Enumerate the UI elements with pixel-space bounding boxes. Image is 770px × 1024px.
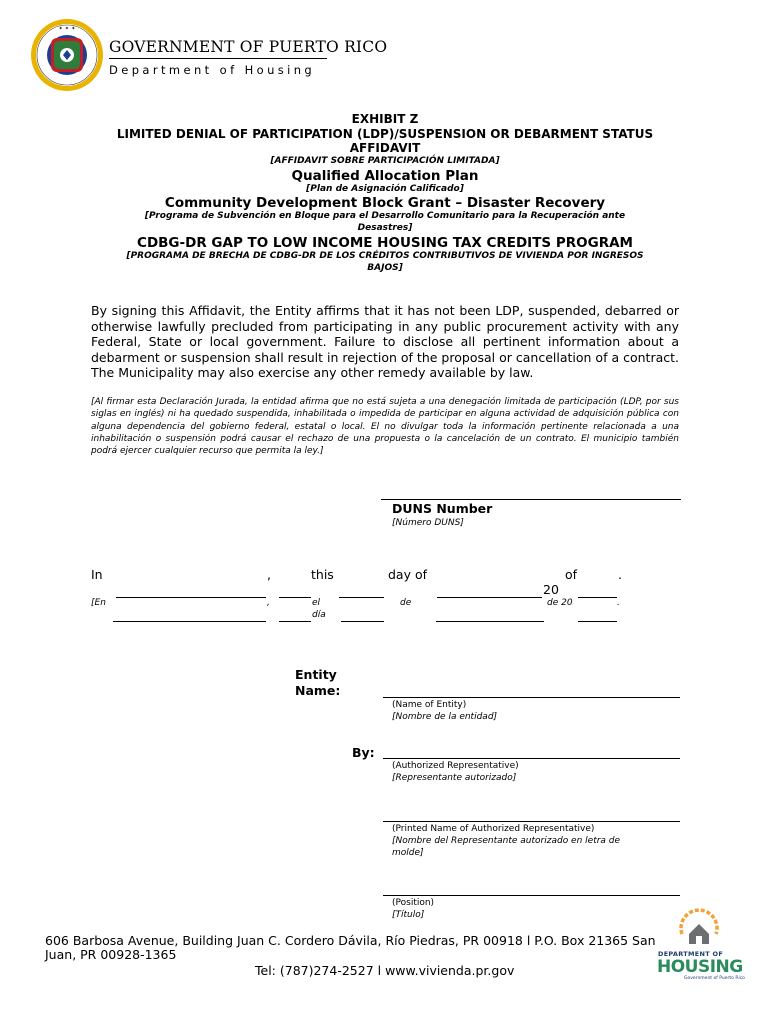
date-comma: ,: [267, 567, 271, 582]
header-divider: [109, 58, 327, 59]
affidavit-title-es: [AFFIDAVIT SOBRE PARTICIPACIÓN LIMITADA]: [270, 156, 500, 166]
affidavit-paragraph-en: By signing this Affidavit, the Entity affirms that it has not been LDP, suspended, debarred or otherwise lawfully precluded from participating in any public procurement activity with any Federal, State or local government. Failure to disclose all pertinent information about a debarment or suspension shall result in rejection of the proposal or cancellation of a contract. The Municipality may also exercise any other remedy available by law.: [91, 303, 679, 380]
authorized-rep-caption: (Authorized Representative): [392, 761, 519, 771]
footer-address-line1: 606 Barbosa Avenue, Building Juan C. Cordero Dávila, Río Piedras, PR 00918 l P.O. Box 21365 San: [45, 933, 656, 948]
date-this-label: this: [311, 567, 334, 582]
date-period: .: [618, 567, 622, 582]
day-blank-es[interactable]: [279, 621, 311, 622]
position-caption-es: [Título]: [392, 910, 425, 920]
cdbg-title-es-line1: [Programa de Subvención en Bloque para el Desarrollo Comunitario para la Recuperación ante: [144, 211, 626, 221]
entity-label-line2: Name:: [295, 683, 341, 698]
by-label: By:: [352, 745, 375, 760]
logo-housing-text: HOUSING: [657, 957, 743, 977]
date-dia-label: día: [312, 610, 326, 620]
entity-name-caption-es: [Nombre de la entidad]: [392, 712, 498, 722]
affidavit-paragraph-es: [Al firmar esta Declaración Jurada, la entidad afirma que no está sujeta a una denegación limitada de participación (LDP, por sus siglas en inglés) ni ha quedado suspendida, inhabilitada o impedida de participar en alguna actividad de adquisición pública con alguna dependencia del gobierno federal, estatal o local. El no divulgar toda la información pertinente relacionada a una inhabilitación o suspensión podrá causar el rechazo de una propuesta o la cancelación de un contrato. El municipio también podrá ejercer cualquier recurso que permita la ley.]: [91, 397, 679, 457]
authorized-rep-caption-es: [Representante autorizado]: [392, 773, 517, 783]
day-blank[interactable]: [279, 597, 311, 598]
year-blank[interactable]: [578, 597, 617, 598]
duns-label-es: [Número DUNS]: [392, 518, 464, 528]
government-title: GOVERNMENT OF PUERTO RICO: [109, 38, 388, 56]
day-ordinal-blank-es[interactable]: [341, 621, 384, 622]
month-blank[interactable]: [437, 597, 542, 598]
printed-name-line[interactable]: [383, 821, 680, 822]
date-of-label: of: [565, 567, 578, 582]
program-title-es-line1: [PROGRAMA DE BRECHA DE CDBG-DR DE LOS CRÉDITOS CONTRIBUTIVOS DE VIVIENDA POR INGRESOS: [126, 251, 644, 261]
date-comma-es: ,: [267, 598, 270, 608]
duns-signature-line[interactable]: [381, 499, 681, 500]
affidavit-title-line2: AFFIDAVIT: [349, 141, 421, 155]
date-el-label: el: [312, 598, 321, 608]
position-line[interactable]: [383, 895, 680, 896]
date-in-label-es: [En: [91, 598, 106, 608]
city-blank-es[interactable]: [113, 621, 266, 622]
duns-label: DUNS Number: [392, 501, 493, 516]
footer-contact: Tel: (787)274-2527 l www.vivienda.pr.gov: [255, 963, 515, 978]
program-title-es-line2: BAJOS]: [367, 263, 403, 273]
printed-name-caption: (Printed Name of Authorized Representative): [392, 824, 595, 834]
date-twenty: 20: [543, 582, 559, 597]
entity-name-line[interactable]: [383, 697, 680, 698]
month-blank-es[interactable]: [436, 621, 544, 622]
cdbg-title-es-line2: Desastres]: [357, 223, 413, 233]
logo-sub-text: Government of Puerto Rico: [684, 976, 745, 981]
footer-address-line2: Juan, PR 00928-1365: [45, 947, 177, 962]
program-title: CDBG-DR GAP TO LOW INCOME HOUSING TAX CREDITS PROGRAM: [137, 235, 633, 251]
svg-text:✦ ✦ ✦: ✦ ✦ ✦: [58, 26, 76, 32]
date-in-label: In: [91, 567, 103, 582]
affidavit-title-line1: LIMITED DENIAL OF PARTICIPATION (LDP)/SUSPENSION OR DEBARMENT STATUS: [116, 127, 654, 141]
authorized-rep-line[interactable]: [383, 758, 680, 759]
date-period-es: .: [617, 598, 620, 608]
year-blank-es[interactable]: [578, 621, 617, 622]
printed-name-caption-es-line2: molde]: [392, 848, 424, 858]
logo-dept-text: DEPARTMENT OF: [658, 950, 724, 958]
qap-title-es: [Plan de Asignación Calificado]: [306, 184, 464, 194]
date-de-label: de: [400, 598, 412, 608]
day-ordinal-blank[interactable]: [339, 597, 384, 598]
exhibit-label: EXHIBIT Z: [351, 112, 419, 126]
cdbg-title: Community Development Block Grant – Disaster Recovery: [164, 195, 606, 211]
housing-logo: [654, 900, 746, 985]
city-blank[interactable]: [116, 597, 266, 598]
house-sun-icon: [676, 900, 722, 946]
qap-title: Qualified Allocation Plan: [291, 168, 479, 184]
date-day-of-label: day of: [388, 567, 428, 582]
entity-name-caption: (Name of Entity): [392, 700, 467, 710]
entity-label-line1: Entity: [295, 667, 337, 682]
printed-name-caption-es-line1: [Nombre del Representante autorizado en letra de: [392, 836, 621, 846]
position-caption: (Position): [392, 898, 435, 908]
puerto-rico-seal: [30, 18, 104, 92]
department-name: Department of Housing: [109, 63, 316, 77]
date-de20-label: de 20: [547, 598, 573, 608]
